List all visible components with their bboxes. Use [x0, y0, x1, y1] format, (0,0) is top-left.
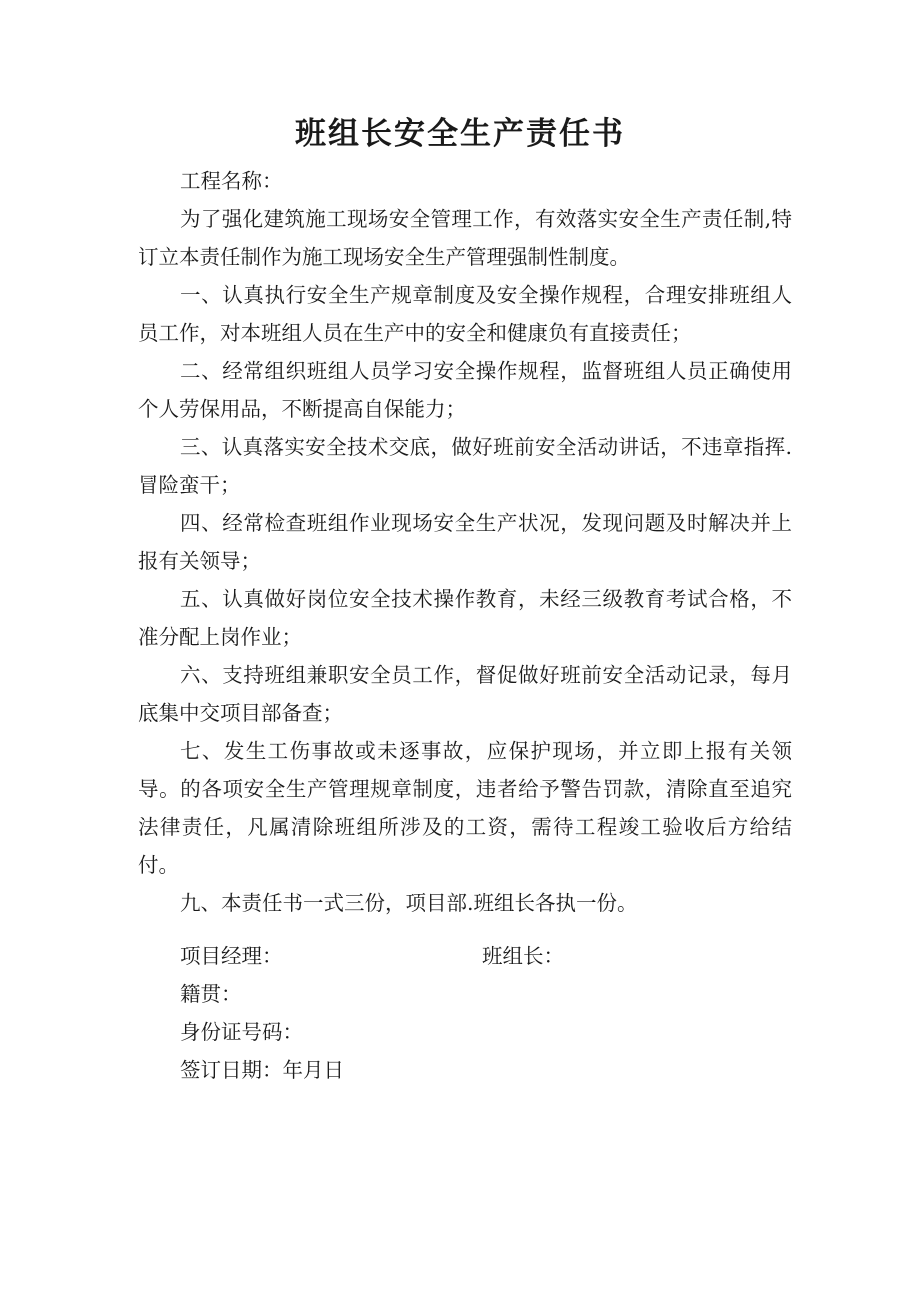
- paragraph-item-9: 九、本责任书一式三份，项目部.班组长各执一份。: [180, 891, 638, 915]
- signature-row: [180, 937, 780, 975]
- sign-date-label: 签订日期：年月日: [180, 1058, 344, 1082]
- team-leader-label: 班组长：: [482, 944, 564, 968]
- project-name-label: 工程名称：: [180, 169, 283, 193]
- id-number-label: 身份证号码：: [180, 1020, 303, 1044]
- paragraph-item-4: 四、经常检查班组作业现场安全生产状况，发现问题及时解决并上报有关领导；: [138, 511, 792, 573]
- paragraph-intro: 为了强化建筑施工现场安全管理工作，有效落实安全生产责任制,特订立本责任制作为施工现场安全生产管理强制性制度。: [138, 207, 792, 269]
- native-place-label: 籍贯：: [180, 982, 242, 1006]
- document-body: [138, 162, 792, 922]
- paragraph-item-2: 二、经常组织班组人员学习安全操作规程，监督班组人员正确使用个人劳保用品，不断提高自保能力；: [138, 359, 792, 421]
- native-place-row: [180, 975, 780, 1013]
- paragraph-item-7: 七、发生工伤事故或未逐事故，应保护现场，并立即上报有关领导。的各项安全生产管理规章制度，违者给予警告罚款，清除直至追究法律责任，凡属清除班组所涉及的工资，需待工程竣工验收后方给结付。: [138, 739, 792, 877]
- signature-block: [180, 937, 780, 1089]
- document-title: 班组长安全生产责任书: [295, 116, 625, 152]
- id-number-row: [180, 1013, 780, 1051]
- project-manager-label: 项目经理：: [180, 944, 283, 968]
- paragraph-item-6: 六、支持班组兼职安全员工作，督促做好班前安全活动记录，每月底集中交项目部备查；: [138, 663, 792, 725]
- paragraph-item-3: 三、认真落实安全技术交底，做好班前安全活动讲话，不违章指挥.冒险蛮干；: [138, 435, 792, 497]
- paragraph-item-5: 五、认真做好岗位安全技术操作教育，未经三级教育考试合格，不准分配上岗作业；: [138, 587, 792, 649]
- paragraph-item-1: 一、认真执行安全生产规章制度及安全操作规程，合理安排班组人员工作，对本班组人员在生产中的安全和健康负有直接责任；: [138, 283, 792, 345]
- sign-date-row: [180, 1051, 780, 1089]
